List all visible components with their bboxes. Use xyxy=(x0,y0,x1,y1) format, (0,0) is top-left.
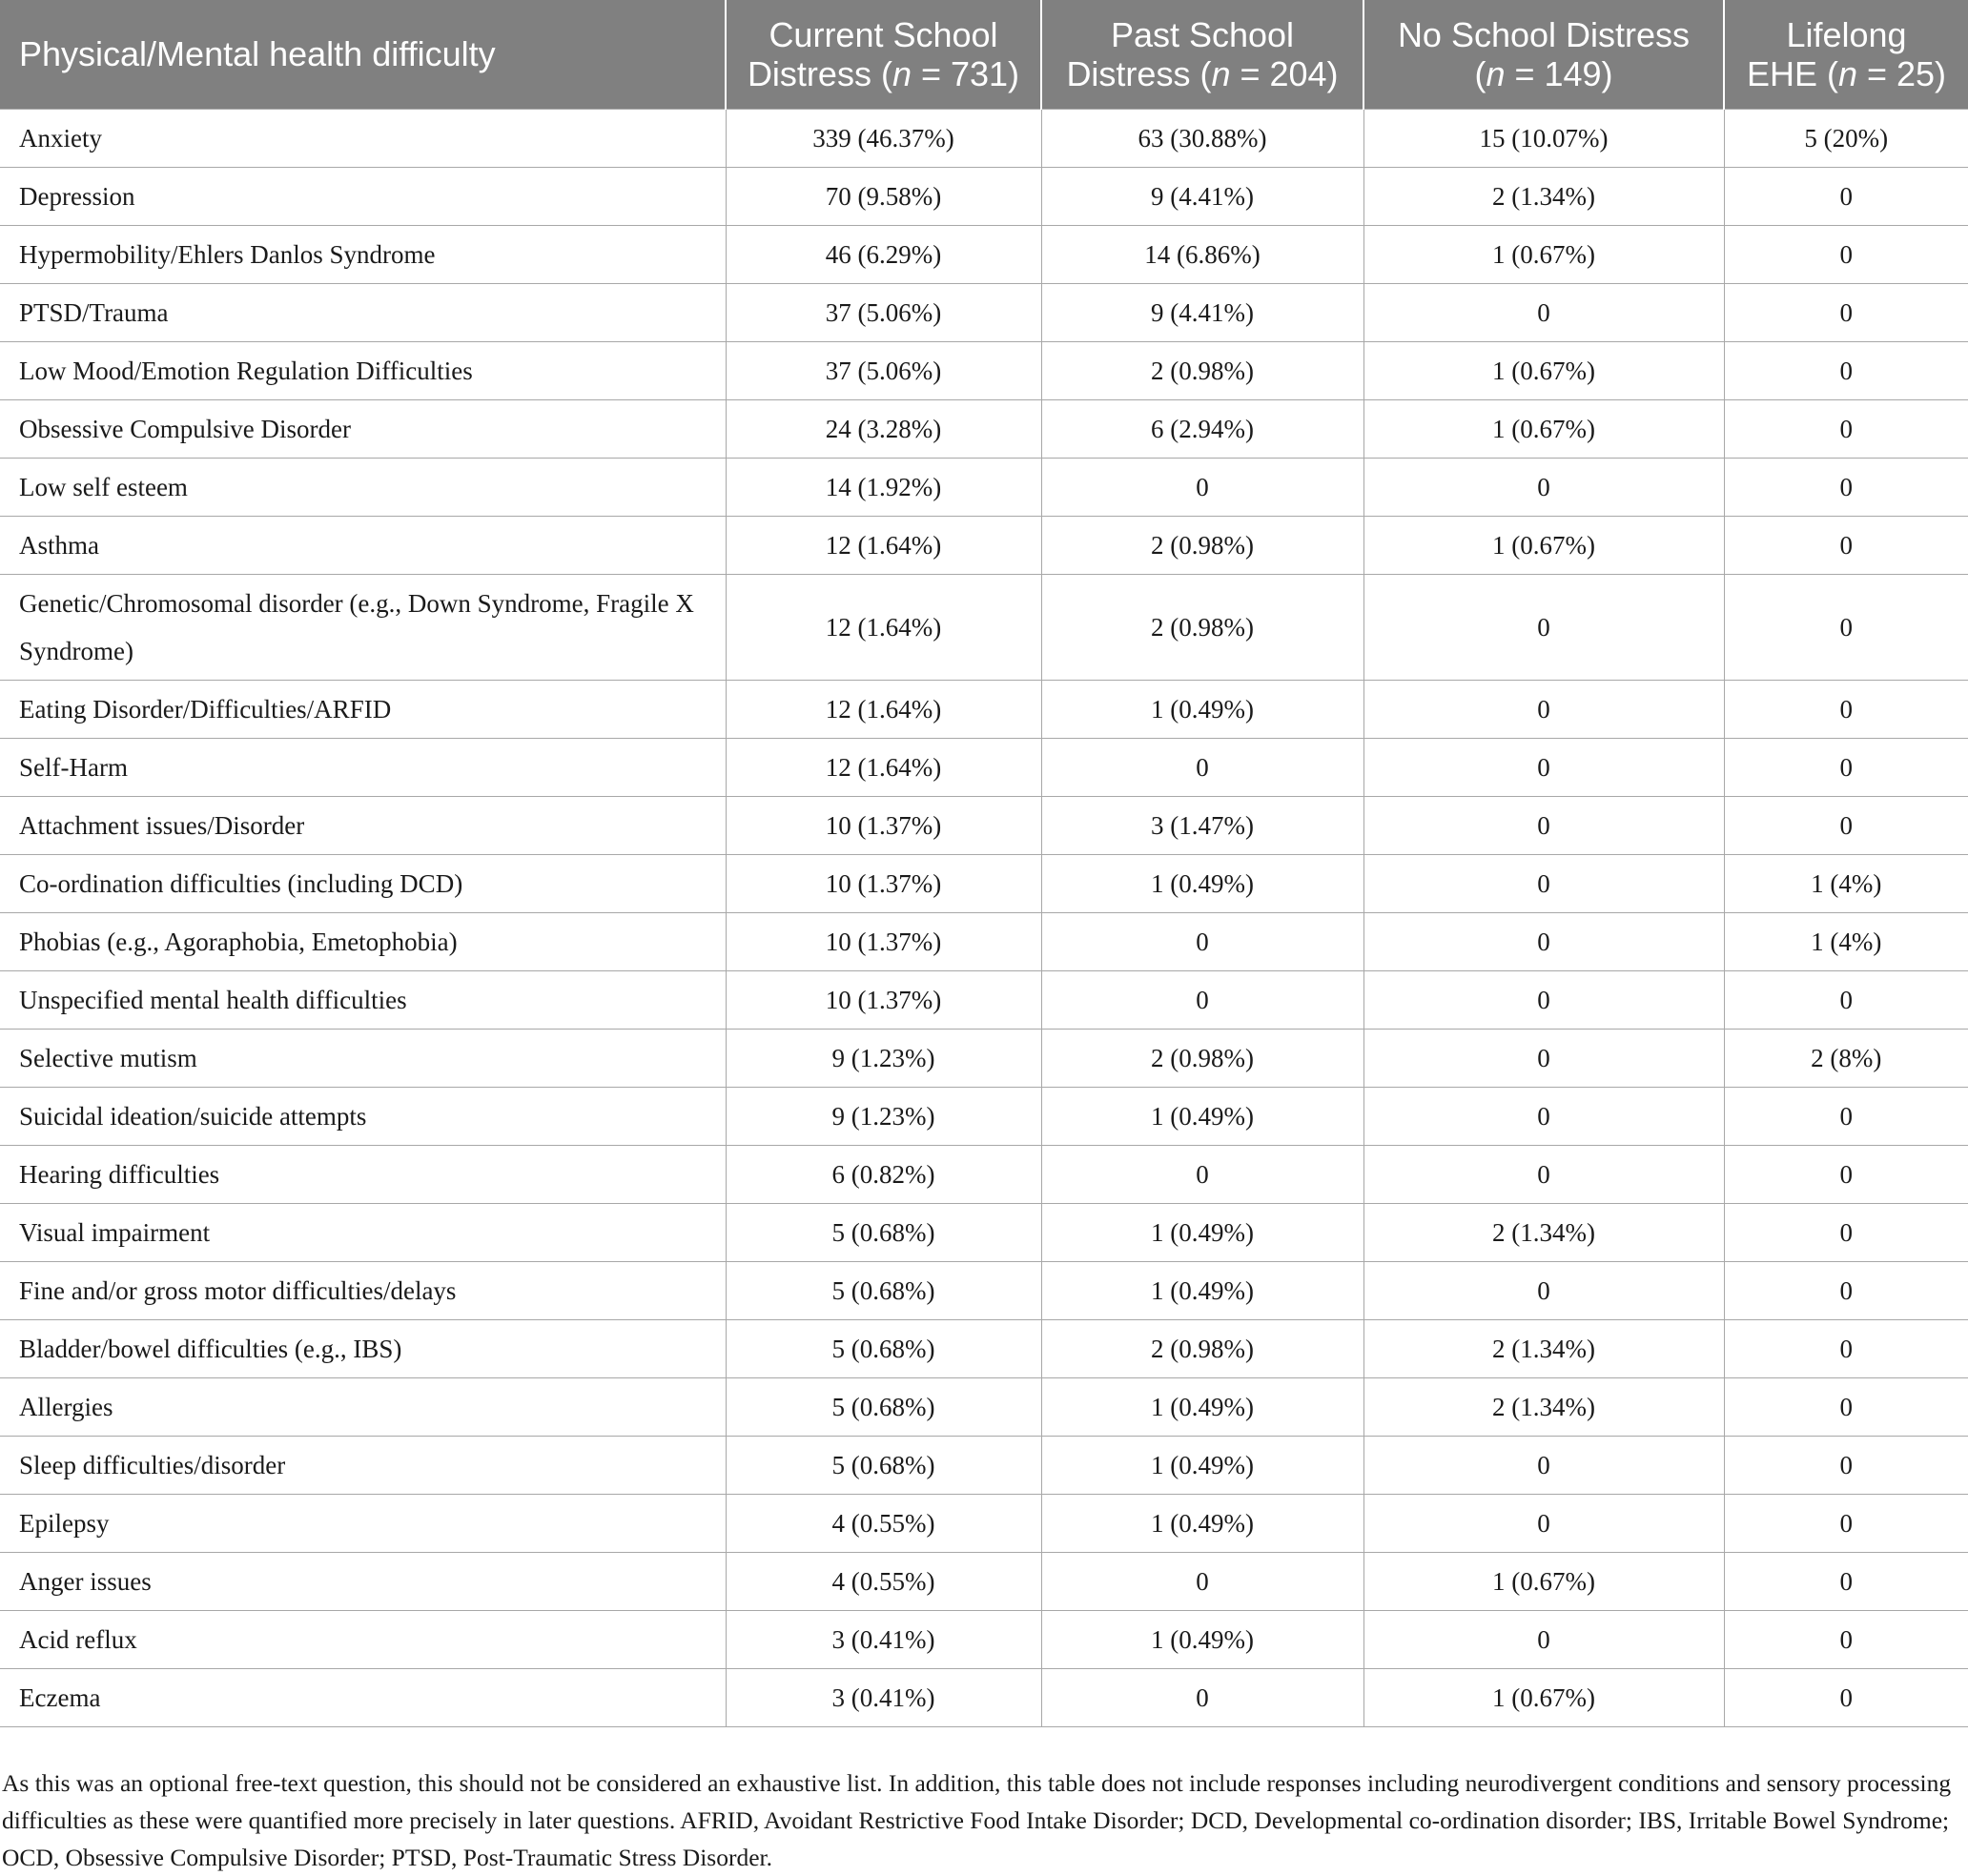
cell-current: 5 (0.68%) xyxy=(726,1377,1041,1436)
cell-current: 5 (0.68%) xyxy=(726,1203,1041,1261)
table-row xyxy=(0,1203,1968,1261)
header-current-line2-prefix: Distress ( xyxy=(747,53,892,93)
cell-past: 1 (0.49%) xyxy=(1041,1377,1363,1436)
cell-ehe: 0 xyxy=(1724,1610,1968,1668)
cell-difficulty: Attachment issues/Disorder xyxy=(0,796,726,854)
cell-current: 9 (1.23%) xyxy=(726,1087,1041,1145)
cell-difficulty: Epilepsy xyxy=(0,1494,726,1552)
cell-ehe: 0 xyxy=(1724,341,1968,399)
cell-ehe: 2 (8%) xyxy=(1724,1029,1968,1087)
cell-none: 0 xyxy=(1363,1029,1724,1087)
cell-current: 3 (0.41%) xyxy=(726,1668,1041,1726)
table-row xyxy=(0,1029,1968,1087)
cell-difficulty: Co-ordination difficulties (including DCD) xyxy=(0,854,726,912)
cell-difficulty: Hypermobility/Ehlers Danlos Syndrome xyxy=(0,225,726,283)
cell-past: 9 (4.41%) xyxy=(1041,283,1363,341)
cell-difficulty: Unspecified mental health difficulties xyxy=(0,970,726,1029)
cell-current: 4 (0.55%) xyxy=(726,1494,1041,1552)
table-row xyxy=(0,1436,1968,1494)
cell-past: 1 (0.49%) xyxy=(1041,1203,1363,1261)
cell-difficulty: Fine and/or gross motor difficulties/delays xyxy=(0,1261,726,1319)
table-row xyxy=(0,1610,1968,1668)
cell-ehe: 0 xyxy=(1724,680,1968,738)
header-ehe-n-label: n xyxy=(1837,53,1857,93)
cell-none: 0 xyxy=(1363,1610,1724,1668)
cell-past: 9 (4.41%) xyxy=(1041,167,1363,225)
cell-ehe: 0 xyxy=(1724,167,1968,225)
cell-past: 0 xyxy=(1041,1552,1363,1610)
cell-none: 0 xyxy=(1363,738,1724,796)
cell-none: 1 (0.67%) xyxy=(1363,1668,1724,1726)
cell-difficulty: Selective mutism xyxy=(0,1029,726,1087)
header-ehe-n-value: = 25) xyxy=(1856,53,1947,93)
header-row xyxy=(0,0,1968,109)
header-past-n-value: = 204) xyxy=(1230,53,1339,93)
cell-ehe: 0 xyxy=(1724,283,1968,341)
header-past-n-label: n xyxy=(1211,53,1231,93)
cell-current: 24 (3.28%) xyxy=(726,399,1041,458)
table-row xyxy=(0,283,1968,341)
cell-difficulty: Anger issues xyxy=(0,1552,726,1610)
cell-current: 10 (1.37%) xyxy=(726,796,1041,854)
cell-none: 0 xyxy=(1363,1436,1724,1494)
cell-none: 0 xyxy=(1363,458,1724,516)
cell-current: 9 (1.23%) xyxy=(726,1029,1041,1087)
cell-current: 5 (0.68%) xyxy=(726,1319,1041,1377)
header-lifelong-ehe xyxy=(1724,0,1968,109)
cell-none: 0 xyxy=(1363,283,1724,341)
cell-past: 1 (0.49%) xyxy=(1041,854,1363,912)
cell-past: 1 (0.49%) xyxy=(1041,680,1363,738)
header-current-n-value: = 731) xyxy=(911,53,1020,93)
cell-ehe: 0 xyxy=(1724,1145,1968,1203)
cell-ehe: 0 xyxy=(1724,1319,1968,1377)
cell-ehe: 0 xyxy=(1724,1494,1968,1552)
cell-ehe: 0 xyxy=(1724,738,1968,796)
table-row xyxy=(0,854,1968,912)
cell-past: 3 (1.47%) xyxy=(1041,796,1363,854)
cell-current: 5 (0.68%) xyxy=(726,1261,1041,1319)
table-row xyxy=(0,1494,1968,1552)
cell-ehe: 0 xyxy=(1724,1552,1968,1610)
cell-current: 46 (6.29%) xyxy=(726,225,1041,283)
header-ehe-line2-prefix: EHE ( xyxy=(1746,53,1838,93)
cell-difficulty: Depression xyxy=(0,167,726,225)
cell-difficulty: Hearing difficulties xyxy=(0,1145,726,1203)
cell-none: 2 (1.34%) xyxy=(1363,1203,1724,1261)
cell-ehe: 0 xyxy=(1724,574,1968,680)
cell-past: 2 (0.98%) xyxy=(1041,1319,1363,1377)
cell-ehe: 0 xyxy=(1724,399,1968,458)
table-footnote: As this was an optional free-text question, this should not be considered an exhaustive list. In addition, this table does not include responses including neurodivergent conditions and sensory processing difficulties as these were quantified more precisely in later questions. AFRID, Avoidant Restrictive Food Intake Disorder; DCD, Developmental co-ordination disorder; IBS, Irritable Bowel Syndrome; OCD, Obsessive Compulsive Disorder; PTSD, Post-Traumatic Stress Disorder. xyxy=(2,1768,1952,1871)
cell-none: 2 (1.34%) xyxy=(1363,1319,1724,1377)
table-row xyxy=(0,738,1968,796)
header-ehe-line1: Lifelong xyxy=(1786,14,1907,54)
cell-current: 12 (1.64%) xyxy=(726,680,1041,738)
cell-difficulty: Eczema xyxy=(0,1668,726,1726)
cell-none: 0 xyxy=(1363,1261,1724,1319)
cell-past: 6 (2.94%) xyxy=(1041,399,1363,458)
cell-difficulty: Phobias (e.g., Agoraphobia, Emetophobia) xyxy=(0,912,726,970)
cell-past: 1 (0.49%) xyxy=(1041,1261,1363,1319)
cell-past: 0 xyxy=(1041,1668,1363,1726)
cell-difficulty: PTSD/Trauma xyxy=(0,283,726,341)
cell-difficulty: Suicidal ideation/suicide attempts xyxy=(0,1087,726,1145)
cell-none: 2 (1.34%) xyxy=(1363,1377,1724,1436)
cell-past: 1 (0.49%) xyxy=(1041,1610,1363,1668)
cell-ehe: 0 xyxy=(1724,1377,1968,1436)
table-row xyxy=(0,225,1968,283)
cell-none: 0 xyxy=(1363,1087,1724,1145)
cell-past: 0 xyxy=(1041,1145,1363,1203)
cell-difficulty: Low self esteem xyxy=(0,458,726,516)
header-past-line1: Past School xyxy=(1110,14,1295,54)
cell-none: 2 (1.34%) xyxy=(1363,167,1724,225)
cell-current: 10 (1.37%) xyxy=(726,970,1041,1029)
cell-past: 0 xyxy=(1041,912,1363,970)
cell-current: 37 (5.06%) xyxy=(726,341,1041,399)
cell-ehe: 0 xyxy=(1724,1668,1968,1726)
table-row xyxy=(0,1552,1968,1610)
cell-past: 0 xyxy=(1041,970,1363,1029)
table-row xyxy=(0,399,1968,458)
cell-past: 0 xyxy=(1041,458,1363,516)
cell-difficulty: Allergies xyxy=(0,1377,726,1436)
cell-difficulty: Asthma xyxy=(0,516,726,574)
header-none-line2-prefix: ( xyxy=(1474,53,1486,93)
cell-ehe: 0 xyxy=(1724,1203,1968,1261)
cell-none: 0 xyxy=(1363,1494,1724,1552)
cell-difficulty: Anxiety xyxy=(0,109,726,167)
cell-current: 6 (0.82%) xyxy=(726,1145,1041,1203)
header-current-line1: Current School xyxy=(769,14,998,54)
cell-ehe: 0 xyxy=(1724,1261,1968,1319)
cell-past: 2 (0.98%) xyxy=(1041,1029,1363,1087)
cell-current: 14 (1.92%) xyxy=(726,458,1041,516)
cell-none: 0 xyxy=(1363,912,1724,970)
cell-ehe: 1 (4%) xyxy=(1724,912,1968,970)
cell-none: 0 xyxy=(1363,574,1724,680)
cell-ehe: 0 xyxy=(1724,458,1968,516)
table-row xyxy=(0,680,1968,738)
cell-past: 2 (0.98%) xyxy=(1041,574,1363,680)
table-row xyxy=(0,1319,1968,1377)
cell-past: 2 (0.98%) xyxy=(1041,516,1363,574)
cell-current: 3 (0.41%) xyxy=(726,1610,1041,1668)
header-past-school-distress xyxy=(1041,0,1363,109)
cell-none: 1 (0.67%) xyxy=(1363,516,1724,574)
cell-ehe: 0 xyxy=(1724,225,1968,283)
cell-current: 12 (1.64%) xyxy=(726,574,1041,680)
table-row xyxy=(0,1377,1968,1436)
cell-current: 70 (9.58%) xyxy=(726,167,1041,225)
cell-none: 0 xyxy=(1363,796,1724,854)
table-row xyxy=(0,109,1968,167)
cell-current: 37 (5.06%) xyxy=(726,283,1041,341)
table-row xyxy=(0,1668,1968,1726)
cell-past: 1 (0.49%) xyxy=(1041,1494,1363,1552)
table-header xyxy=(0,0,1968,109)
table-row xyxy=(0,1261,1968,1319)
cell-none: 1 (0.67%) xyxy=(1363,341,1724,399)
cell-past: 1 (0.49%) xyxy=(1041,1436,1363,1494)
cell-ehe: 0 xyxy=(1724,970,1968,1029)
cell-ehe: 0 xyxy=(1724,796,1968,854)
cell-ehe: 0 xyxy=(1724,1087,1968,1145)
table-row xyxy=(0,574,1968,680)
cell-none: 1 (0.67%) xyxy=(1363,225,1724,283)
table-row xyxy=(0,970,1968,1029)
cell-current: 10 (1.37%) xyxy=(726,854,1041,912)
table-row xyxy=(0,167,1968,225)
cell-past: 63 (30.88%) xyxy=(1041,109,1363,167)
cell-difficulty: Bladder/bowel difficulties (e.g., IBS) xyxy=(0,1319,726,1377)
table-row xyxy=(0,912,1968,970)
cell-current: 339 (46.37%) xyxy=(726,109,1041,167)
table-row xyxy=(0,341,1968,399)
cell-ehe: 0 xyxy=(1724,516,1968,574)
cell-none: 0 xyxy=(1363,854,1724,912)
cell-difficulty: Eating Disorder/Difficulties/ARFID xyxy=(0,680,726,738)
cell-past: 2 (0.98%) xyxy=(1041,341,1363,399)
cell-difficulty: Self-Harm xyxy=(0,738,726,796)
cell-difficulty: Visual impairment xyxy=(0,1203,726,1261)
cell-ehe: 1 (4%) xyxy=(1724,854,1968,912)
header-past-line2-prefix: Distress ( xyxy=(1066,53,1212,93)
cell-none: 1 (0.67%) xyxy=(1363,399,1724,458)
cell-difficulty: Genetic/Chromosomal disorder (e.g., Down Syndrome, Fragile X Syndrome) xyxy=(0,574,726,680)
table-body xyxy=(0,109,1968,1726)
cell-past: 14 (6.86%) xyxy=(1041,225,1363,283)
cell-past: 0 xyxy=(1041,738,1363,796)
header-difficulty: Physical/Mental health difficulty xyxy=(0,0,726,109)
cell-difficulty: Low Mood/Emotion Regulation Difficulties xyxy=(0,341,726,399)
cell-current: 12 (1.64%) xyxy=(726,738,1041,796)
cell-difficulty: Acid reflux xyxy=(0,1610,726,1668)
table-row xyxy=(0,1087,1968,1145)
table-row xyxy=(0,1145,1968,1203)
cell-current: 4 (0.55%) xyxy=(726,1552,1041,1610)
cell-none: 0 xyxy=(1363,1145,1724,1203)
cell-past: 1 (0.49%) xyxy=(1041,1087,1363,1145)
header-current-n-label: n xyxy=(892,53,912,93)
header-current-school-distress xyxy=(726,0,1041,109)
cell-none: 0 xyxy=(1363,970,1724,1029)
table-row xyxy=(0,796,1968,854)
cell-difficulty: Obsessive Compulsive Disorder xyxy=(0,399,726,458)
table-row xyxy=(0,458,1968,516)
cell-none: 15 (10.07%) xyxy=(1363,109,1724,167)
cell-none: 0 xyxy=(1363,680,1724,738)
header-no-school-distress xyxy=(1363,0,1724,109)
cell-none: 1 (0.67%) xyxy=(1363,1552,1724,1610)
table-row xyxy=(0,516,1968,574)
cell-ehe: 5 (20%) xyxy=(1724,109,1968,167)
cell-current: 5 (0.68%) xyxy=(726,1436,1041,1494)
cell-ehe: 0 xyxy=(1724,1436,1968,1494)
cell-current: 10 (1.37%) xyxy=(726,912,1041,970)
cell-difficulty: Sleep difficulties/disorder xyxy=(0,1436,726,1494)
header-none-line1: No School Distress xyxy=(1397,14,1691,54)
header-none-n-label: n xyxy=(1486,53,1506,93)
cell-current: 12 (1.64%) xyxy=(726,516,1041,574)
header-none-n-value: = 149) xyxy=(1505,53,1613,93)
